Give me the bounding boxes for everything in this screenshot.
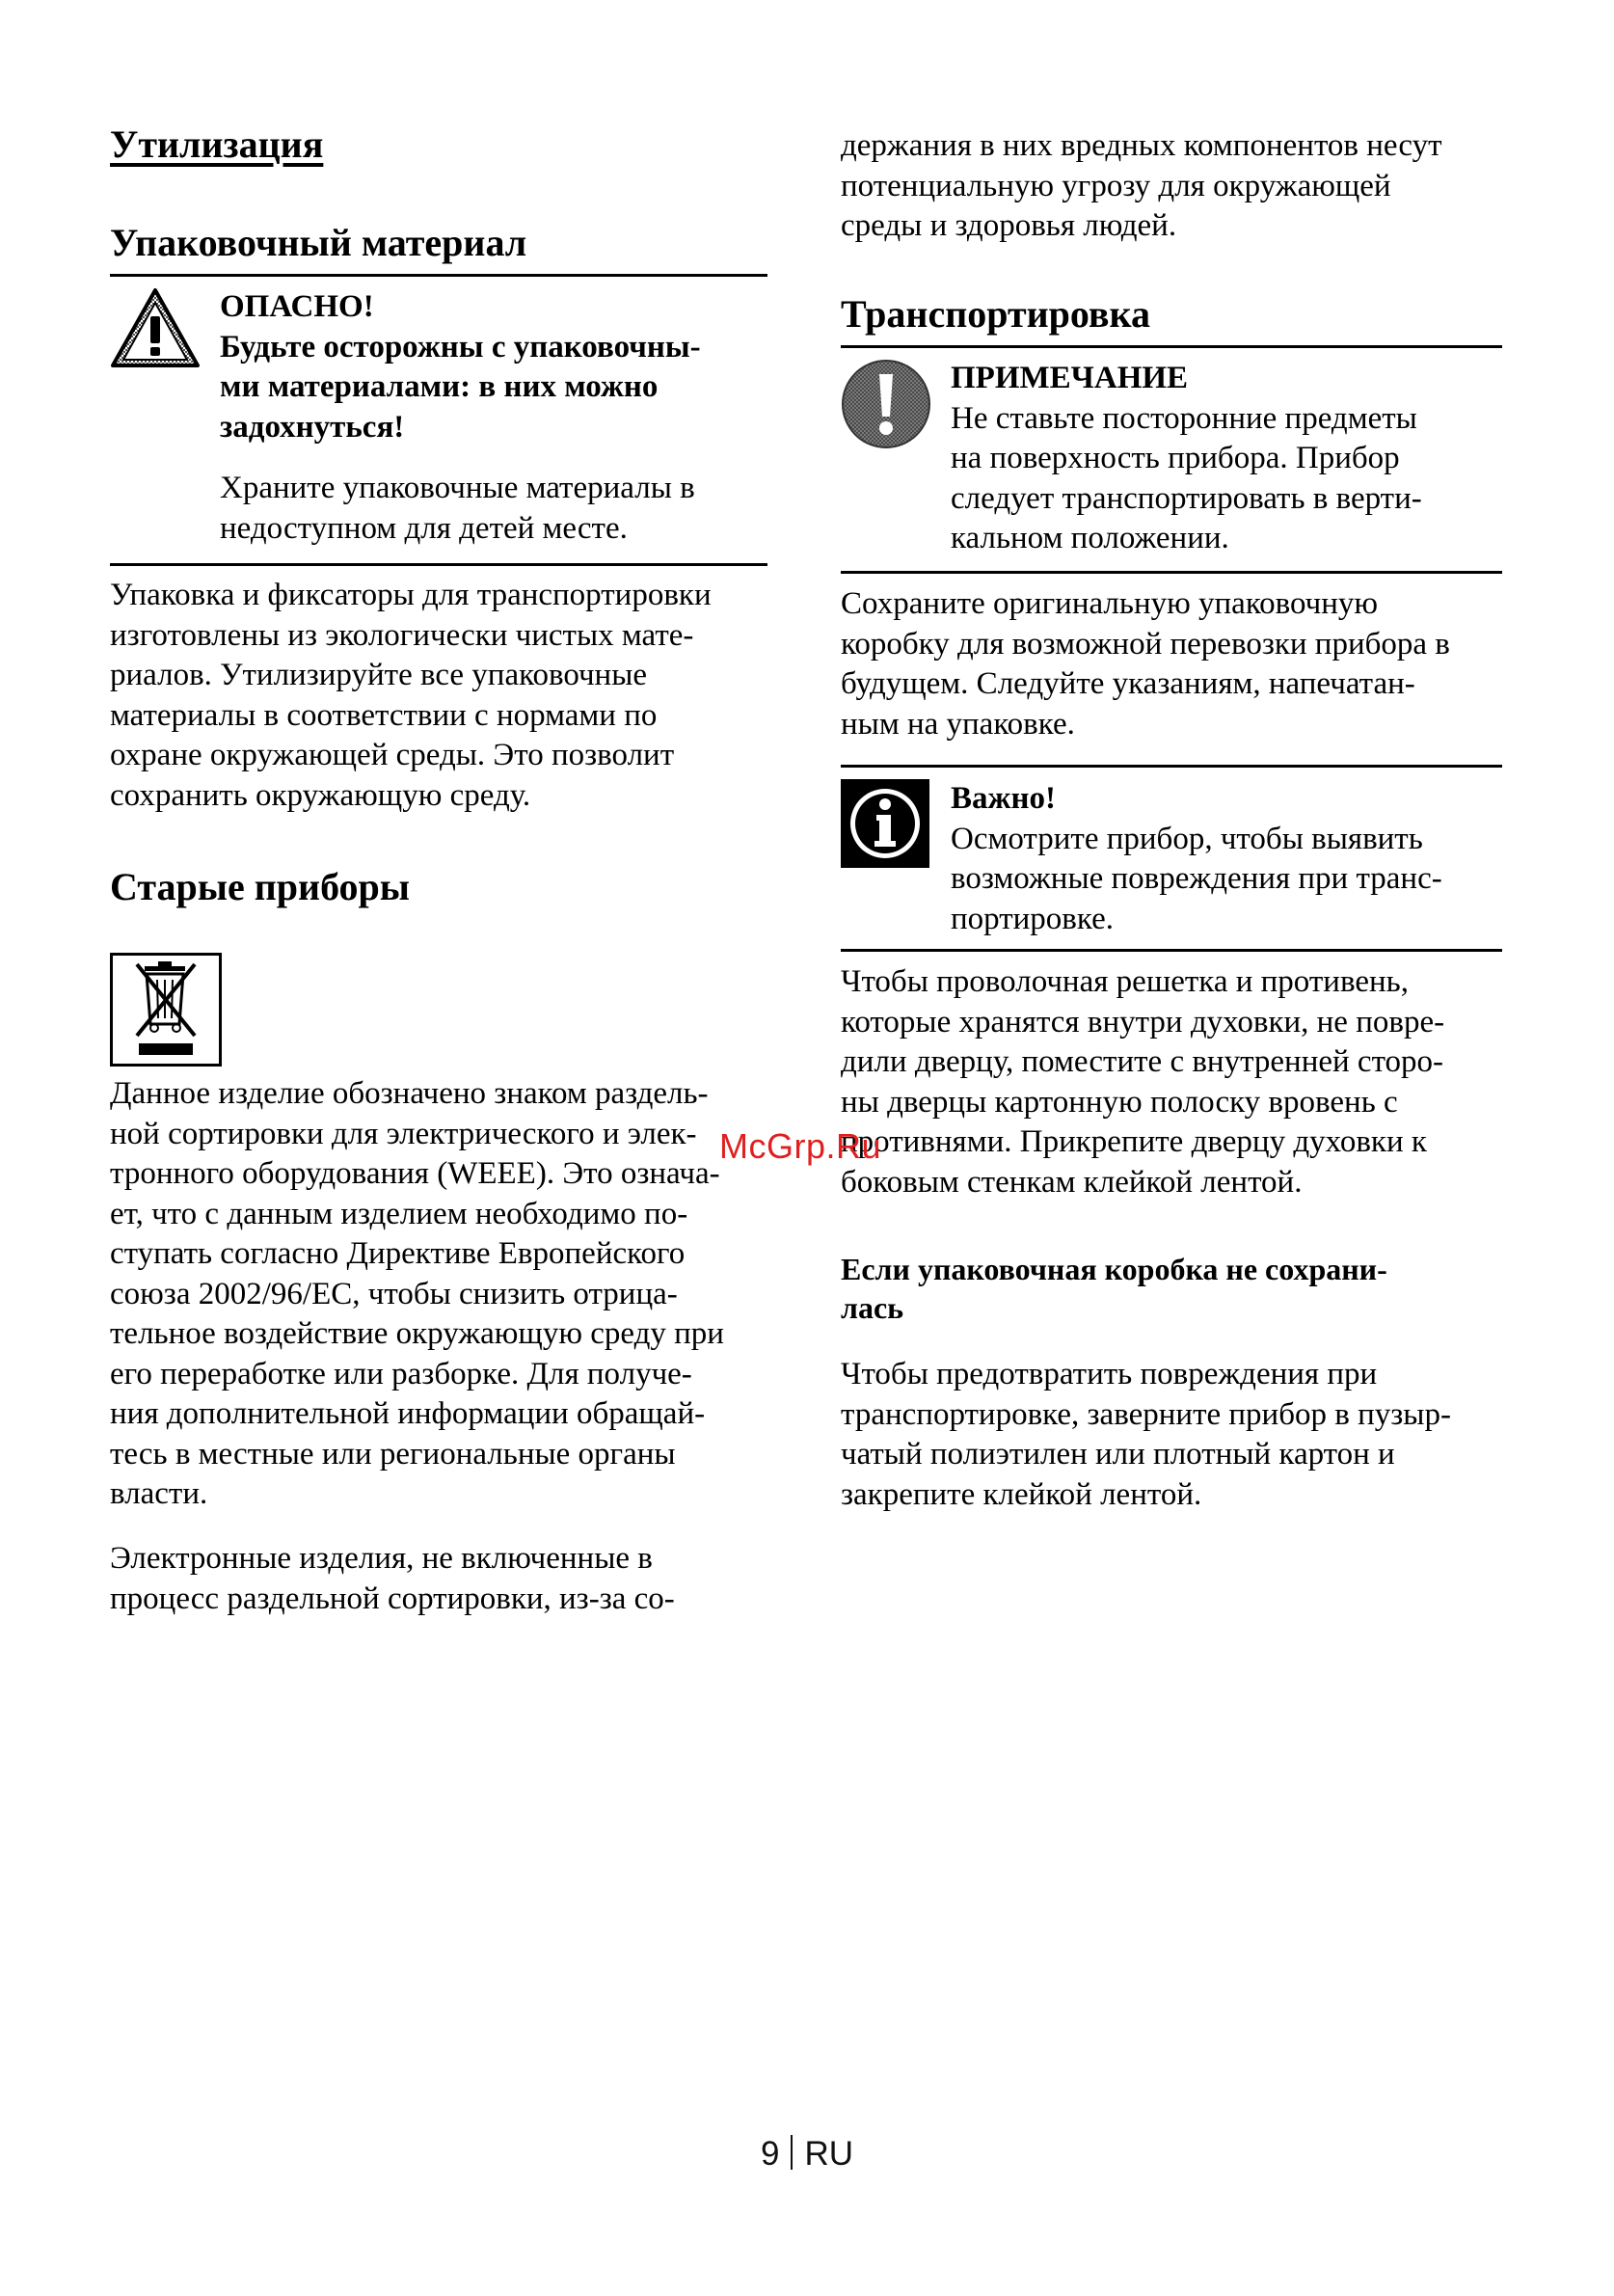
text-line: ны дверцы картонную полоску вровень с: [841, 1084, 1398, 1120]
continuation-paragraph: [841, 126, 1508, 247]
packaging-paragraph: [110, 576, 767, 816]
watermark: McGrp.Ru: [719, 1126, 882, 1166]
text-line: охране окружающей среды. Это позволит: [110, 738, 675, 772]
keep-box-paragraph: [841, 584, 1508, 744]
text-line: Электронные изделия, не включенные в: [110, 1541, 653, 1576]
danger-warning-line: задохнуться!: [220, 409, 405, 445]
text-line: чатый полиэтилен или плотный картон и: [841, 1437, 1395, 1472]
packaging-rule: [110, 274, 767, 277]
important-line: возможные повреждения при транс-: [951, 861, 1442, 896]
transport-rule: [841, 345, 1502, 348]
text-line: противнями. Прикрепите дверцу духовки к: [841, 1124, 1427, 1159]
text-line: держания в них вредных компонентов несут: [841, 128, 1442, 163]
important-top-rule: [841, 765, 1502, 768]
text-line: потенциальную угрозу для окружающей: [841, 168, 1391, 203]
danger-warning-line: Будьте осторожны с упаковочны-: [220, 329, 701, 365]
danger-advice-line: Храните упаковочные материалы в: [220, 471, 695, 505]
page-footer: [0, 2135, 1614, 2174]
note-line: кальном положении.: [951, 521, 1229, 555]
danger-label: ОПАСНО!: [220, 289, 374, 324]
text-line: закрепите клейкой лентой.: [841, 1476, 1202, 1512]
danger-warning-line: ми материалами: в них можно: [220, 369, 659, 404]
text-line: транспортировке, заверните прибор в пузыр-: [841, 1396, 1451, 1432]
text-line: среды и здоровья людей.: [841, 208, 1177, 243]
exclamation-circle-icon: [841, 359, 931, 454]
important-notice: [841, 779, 1508, 947]
old-devices-heading: Старые приборы: [110, 865, 411, 908]
text-line: Сохраните оригинальную упаковочную: [841, 586, 1379, 621]
note-text: [951, 359, 1508, 559]
heading-line: Если упаковочная коробка не сохрани-: [841, 1252, 1387, 1286]
text-line: процесс раздельной сортировки, из-за со-: [110, 1580, 675, 1616]
packaging-heading: Упаковочный материал: [110, 221, 527, 264]
text-line: ным на упаковке.: [841, 706, 1075, 742]
text-line: изготовлены из экологически чистых мате-: [110, 617, 694, 653]
transport-heading: Транспортировка: [841, 292, 1150, 336]
page-number: 9: [760, 2135, 780, 2173]
warning-triangle-icon: [110, 287, 201, 373]
note-notice: [841, 359, 1508, 569]
electronics-paragraph: [110, 1539, 767, 1619]
text-line: ния дополнительной информации обращай-: [110, 1396, 706, 1431]
crossed-out-bin-icon: [110, 953, 222, 1071]
text-line: власти.: [110, 1476, 208, 1511]
text-line: риалов. Утилизируйте все упаковочные: [110, 658, 648, 692]
text-line: его переработке или разборке. Для получе-: [110, 1356, 692, 1391]
text-line: Упаковка и фиксаторы для транспортировки: [110, 578, 712, 612]
weee-paragraph: [110, 1074, 767, 1515]
no-box-paragraph: [841, 1355, 1508, 1515]
door-paragraph: [841, 962, 1508, 1202]
text-line: Данное изделие обозначено знаком раздель-: [110, 1076, 709, 1111]
note-bottom-rule: [841, 571, 1502, 574]
heading-line: лась: [841, 1290, 904, 1325]
text-line: дили дверцу, поместите с внутренней сторо-: [841, 1044, 1444, 1079]
important-text: [951, 779, 1508, 939]
text-line: ступать согласно Директиве Европейского: [110, 1236, 686, 1271]
danger-text: [220, 287, 767, 549]
text-line: Чтобы проволочная решетка и противень,: [841, 964, 1409, 999]
danger-advice-line: недоступном для детей месте.: [220, 510, 628, 546]
text-line: тесь в местные или региональные органы: [110, 1436, 676, 1472]
page-title: Утилизация: [110, 122, 324, 166]
text-line: ет, что с данным изделием необходимо по-: [110, 1196, 688, 1231]
text-line: союза 2002/96/EC, чтобы снизить отрица-: [110, 1276, 678, 1311]
language-code: RU: [804, 2135, 854, 2173]
text-line: материалы в соответствии с нормами по: [110, 697, 658, 733]
footer-separator: [791, 2135, 793, 2170]
text-line: будущем. Следуйте указаниям, напечатан-: [841, 666, 1415, 701]
important-line: Осмотрите прибор, чтобы выявить: [951, 821, 1423, 856]
info-icon: [841, 779, 929, 873]
text-line: коробку для возможной перевозки прибора в: [841, 626, 1450, 662]
note-line: Не ставьте посторонние предметы: [951, 400, 1417, 436]
text-line: ной сортировки для электрического и элек-: [110, 1116, 697, 1151]
important-label: Важно!: [951, 781, 1056, 816]
note-line: следует транспортировать в верти-: [951, 480, 1422, 516]
text-line: боковым стенкам клейкой лентой.: [841, 1164, 1303, 1200]
important-line: портировке.: [951, 901, 1114, 936]
important-bottom-rule: [841, 949, 1502, 952]
text-line: тронного оборудования (WEEE). Это означа-: [110, 1156, 720, 1191]
note-line: на поверхность прибора. Прибор: [951, 441, 1400, 475]
text-line: тельное воздействие окружающую среду при: [110, 1316, 724, 1351]
danger-bottom-rule: [110, 563, 767, 566]
text-line: которые хранятся внутри духовки, не повре-: [841, 1004, 1445, 1040]
text-line: Чтобы предотвратить повреждения при: [841, 1357, 1378, 1391]
danger-notice: [110, 287, 767, 561]
note-label: ПРИМЕЧАНИЕ: [951, 361, 1189, 395]
no-box-heading: [841, 1250, 1508, 1327]
text-line: сохранить окружающую среду.: [110, 777, 531, 813]
